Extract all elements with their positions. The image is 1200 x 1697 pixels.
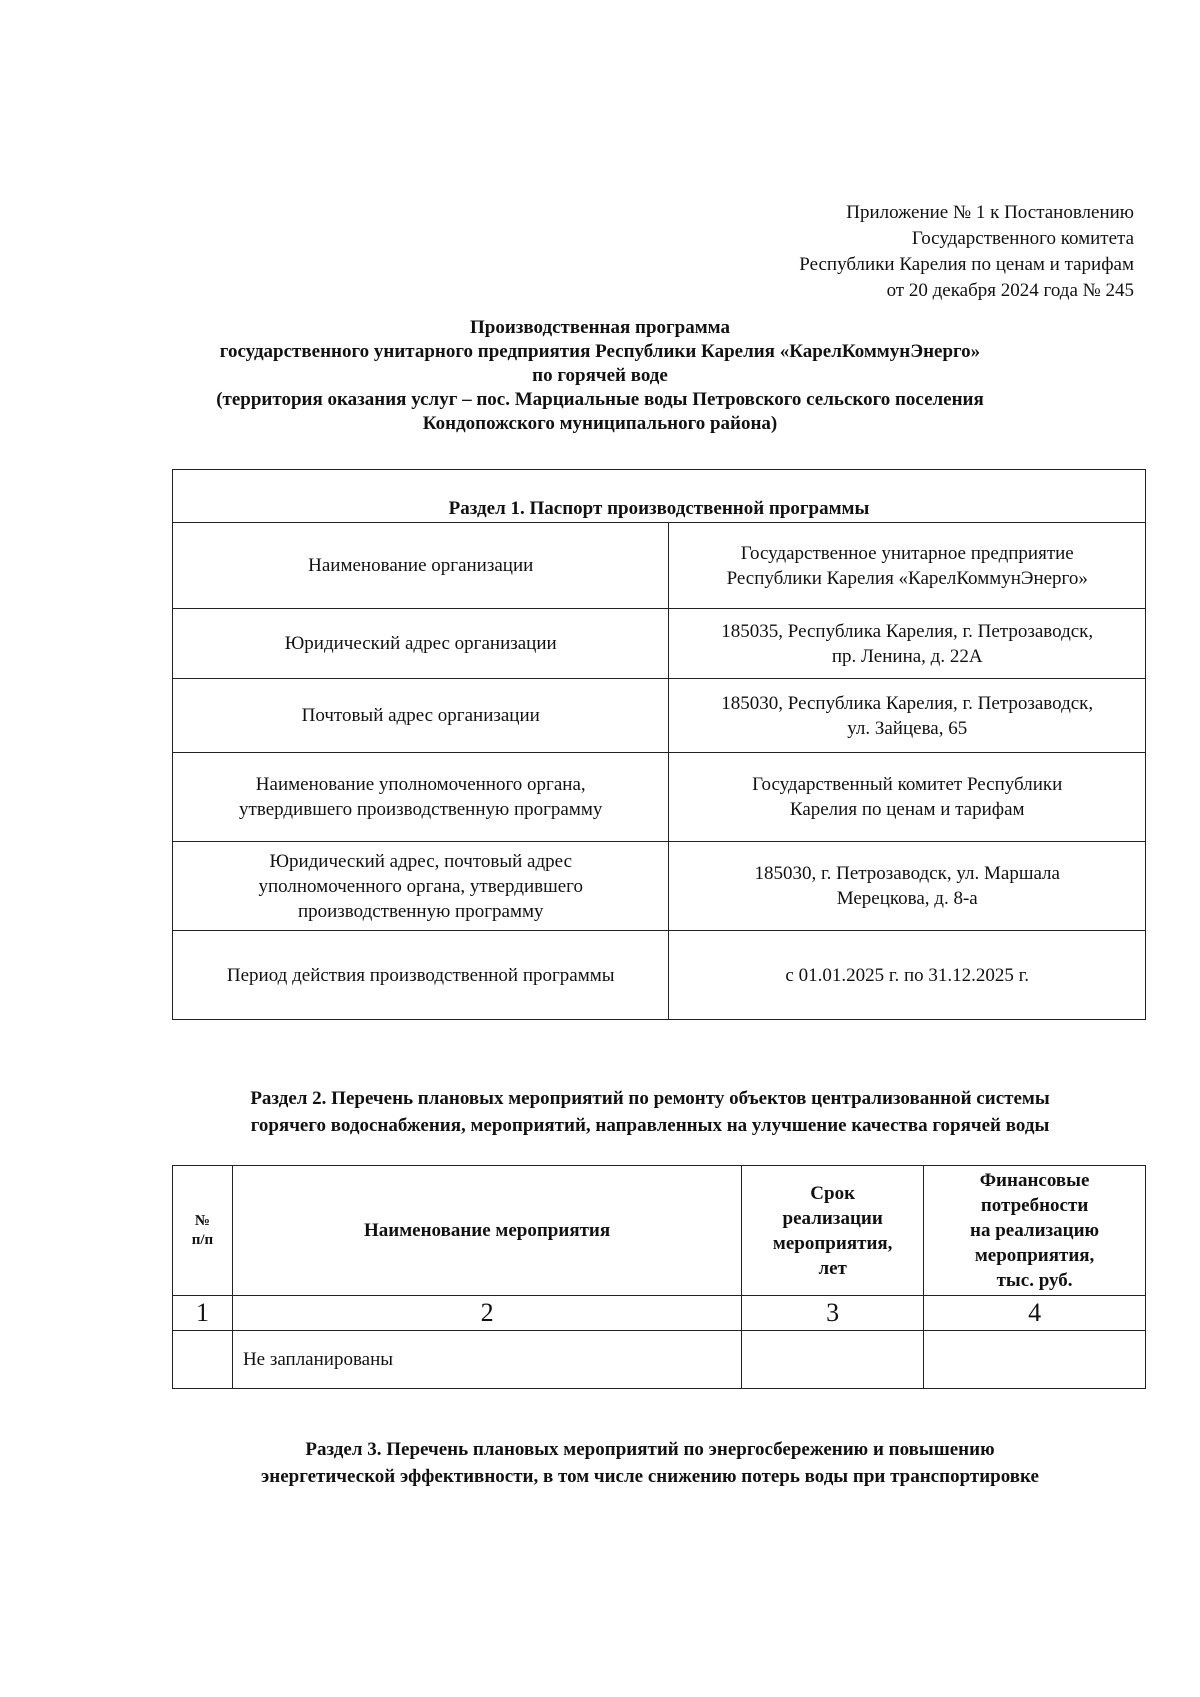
label-line: утвердившего производственную программу (239, 799, 603, 820)
section3-title (150, 1436, 1150, 1490)
label-line: Юридический адрес, почтовый адрес (269, 850, 572, 872)
value-line: 185030, Республика Карелия, г. Петрозаводск, (721, 692, 1094, 714)
value-line: Республики Карелия «КарелКоммунЭнерго» (726, 567, 1088, 589)
passport-table (172, 469, 1146, 1020)
header-line: потребности (980, 1195, 1089, 1216)
table-row (173, 523, 1146, 609)
row-value (669, 523, 1146, 609)
row-name: Не запланированы (232, 1331, 741, 1389)
header-line: Срок (810, 1182, 856, 1204)
row-label: Юридический адрес организации (173, 609, 669, 679)
header-line: № (194, 1212, 210, 1229)
column-number: 3 (742, 1296, 924, 1331)
row-label (173, 842, 669, 931)
section1-header: Раздел 1. Паспорт производственной программы (173, 470, 1146, 523)
row-label: Почтовый адрес организации (173, 679, 669, 753)
row-cost (924, 1331, 1146, 1389)
column-number: 2 (232, 1296, 741, 1331)
header-line: тыс. руб. (996, 1270, 1073, 1291)
value-line: 185035, Республика Карелия, г. Петрозаводск, (721, 620, 1094, 642)
label-line: уполномоченного органа, утвердившего (258, 875, 583, 897)
header-line: мероприятия, (772, 1232, 893, 1254)
label-line: Наименование уполномоченного органа, (255, 774, 586, 795)
title-line: государственного унитарного предприятия Республики Карелия «КарелКоммунЭнерго» (219, 341, 981, 362)
row-number (173, 1331, 233, 1389)
section-title-line: Раздел 2. Перечень плановых мероприятий по ремонту объектов централизованной системы (250, 1088, 1050, 1109)
appendix-header (534, 200, 1134, 304)
col-header-term (742, 1166, 924, 1296)
row-value (669, 842, 1146, 931)
row-value (669, 609, 1146, 679)
section-title-line: горячего водоснабжения, мероприятий, направленных на улучшение качества горячей воды (250, 1115, 1050, 1136)
label-line: производственную программу (297, 900, 544, 922)
row-label: Период действия производственной программы (173, 931, 669, 1020)
header-line: на реализацию (970, 1220, 1100, 1241)
value-line: Мерецкова, д. 8-а (836, 888, 978, 909)
header-line: лет (818, 1257, 847, 1279)
column-numbers-row (173, 1296, 1146, 1331)
header-line: мероприятия, (974, 1245, 1095, 1266)
header-line: реализации (782, 1207, 883, 1229)
title-line: Производственная программа (470, 317, 730, 338)
value-line: пр. Ленина, д. 22А (831, 645, 983, 667)
row-value: с 01.01.2025 г. по 31.12.2025 г. (669, 931, 1146, 1020)
column-number: 4 (924, 1296, 1146, 1331)
col-header-cost (924, 1166, 1146, 1296)
header-line: Финансовые (979, 1170, 1090, 1191)
value-line: 185030, г. Петрозаводск, ул. Маршала (754, 863, 1060, 884)
col-header-name: Наименование мероприятия (232, 1166, 741, 1296)
table-header-row (173, 1166, 1146, 1296)
value-line: Государственный комитет Республики (752, 774, 1063, 795)
value-line: ул. Зайцева, 65 (847, 717, 968, 739)
appendix-line: от 20 декабря 2024 года № 245 (886, 280, 1134, 301)
title-line: Кондопожского муниципального района) (422, 413, 778, 434)
row-value (669, 753, 1146, 842)
column-number: 1 (173, 1296, 233, 1331)
appendix-line: Государственного комитета (911, 228, 1134, 249)
row-value (669, 679, 1146, 753)
measures-table (172, 1165, 1146, 1389)
col-header-number (173, 1166, 233, 1296)
title-line: по горячей воде (532, 365, 668, 386)
row-label: Наименование организации (173, 523, 669, 609)
row-label (173, 753, 669, 842)
value-line: Карелия по ценам и тарифам (789, 799, 1025, 820)
document-title (60, 316, 1140, 436)
value-line: Государственное унитарное предприятие (740, 542, 1074, 564)
section-title-line: Раздел 3. Перечень плановых мероприятий по энергосбережению и повышению (305, 1439, 995, 1460)
appendix-line: Республики Карелия по ценам и тарифам (799, 254, 1134, 275)
header-line: п/п (191, 1231, 214, 1248)
appendix-line: Приложение № 1 к Постановлению (846, 202, 1134, 223)
table-row (173, 1331, 1146, 1389)
table-row (173, 753, 1146, 842)
table-row (173, 609, 1146, 679)
row-term (742, 1331, 924, 1389)
section-title-line: энергетической эффективности, в том числе снижению потерь воды при транспортировке (261, 1466, 1039, 1487)
table-row (173, 842, 1146, 931)
title-line: (территория оказания услуг – пос. Марциальные воды Петровского сельского поселения (216, 389, 984, 410)
table-row (173, 931, 1146, 1020)
table-row (173, 679, 1146, 753)
section2-title (150, 1085, 1150, 1139)
